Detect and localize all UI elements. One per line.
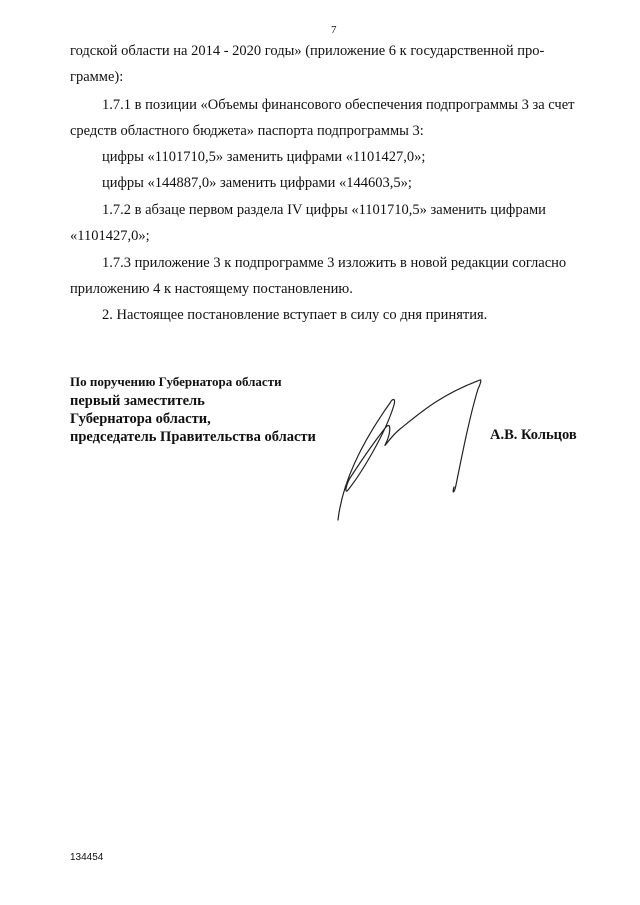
signer-name: А.В. Кольцов xyxy=(490,427,577,443)
text-line: грамме): xyxy=(70,69,124,85)
page-number: 7 xyxy=(331,24,337,36)
text-line: приложению 4 к настоящему постановлению. xyxy=(70,281,353,297)
text-line: 1.7.2 в абзаце первом раздела IV цифры «1101710,5» заменить цифрами xyxy=(102,202,546,218)
handwritten-signature xyxy=(330,375,490,525)
text-line: средств областного бюджета» паспорта подпрограммы 3: xyxy=(70,123,424,139)
text-line: цифры «1101710,5» заменить цифрами «1101427,0»; xyxy=(102,149,426,165)
text-line: 1.7.3 приложение 3 к подпрограмме 3 изложить в новой редакции согласно xyxy=(102,255,567,271)
signature-position-line: первый заместитель xyxy=(70,393,205,409)
text-line: годской области на 2014 - 2020 годы» (приложение 6 к государственной про- xyxy=(70,43,545,59)
document-number: 134454 xyxy=(70,852,104,863)
signature-position-line: Губернатора области, xyxy=(70,411,211,427)
signature-position-line: председатель Правительства области xyxy=(70,429,316,445)
text-line: цифры «144887,0» заменить цифрами «144603,5»; xyxy=(102,175,412,191)
text-line: 1.7.1 в позиции «Объемы финансового обеспечения подпрограммы 3 за счет xyxy=(102,97,575,113)
signature-authority-line: По поручению Губернатора области xyxy=(70,374,282,389)
text-line: «1101427,0»; xyxy=(70,228,150,244)
text-line: 2. Настоящее постановление вступает в силу со дня принятия. xyxy=(102,307,488,323)
